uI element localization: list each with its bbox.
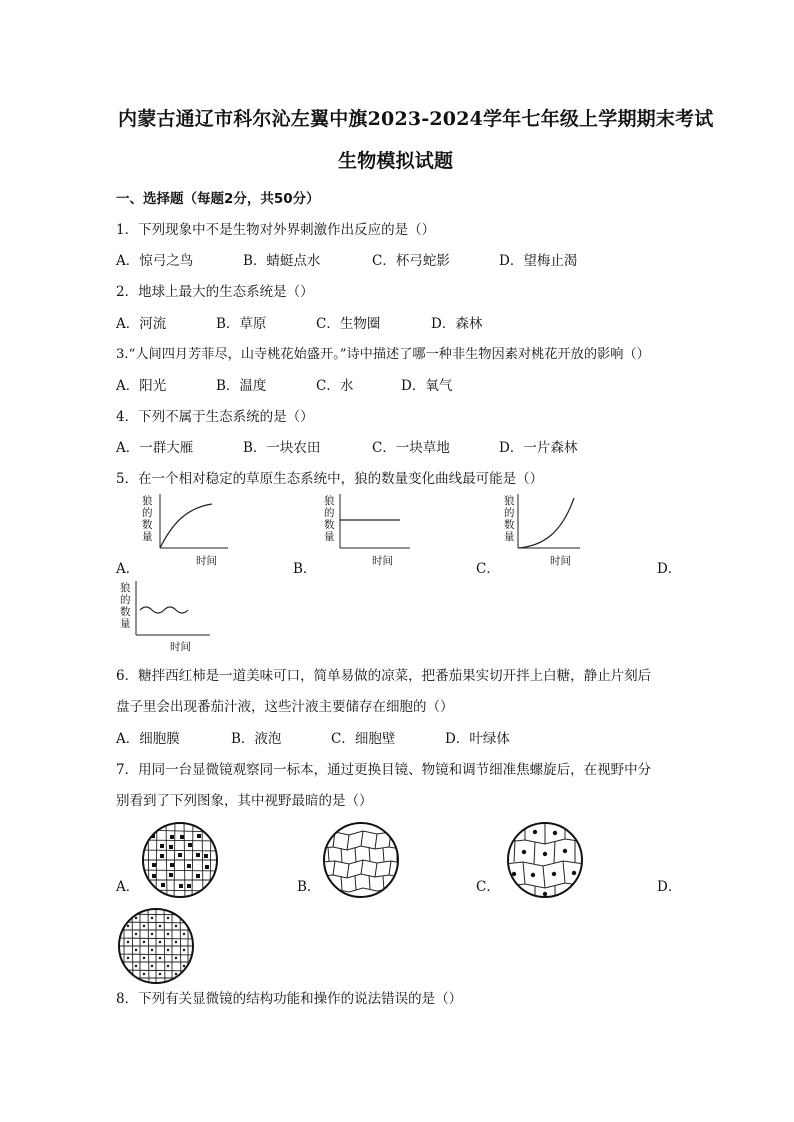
question-1-option-b: B．蜻蜓点水 [243, 253, 321, 269]
question-7-option-a: A． [116, 879, 140, 895]
question-6-stem-line-2: 盘子里会出现番茄汁液，这些汁液主要储存在细胞的（） [116, 699, 454, 715]
graph-d-xlabel: 时间 [170, 641, 191, 653]
question-5-option-d: D． [657, 561, 682, 577]
question-2-option-b: B．草原 [216, 316, 267, 332]
graph-d-ylabel-1: 狼 [120, 582, 131, 594]
question-6-option-d: D．叶绿体 [445, 731, 510, 747]
microscope-view-b [321, 820, 401, 900]
question-6-stem-line-1: 6．糖拌西红柿是一道美味可口，简单易做的凉菜，把番茄果实切开拌上白糖，静止片刻后 [116, 668, 652, 684]
graph-a-ylabel-2: 的 [142, 507, 153, 519]
graph-d [118, 577, 218, 657]
graph-a-xlabel: 时间 [196, 555, 217, 567]
question-8-stem: 8．下列有关显微镜的结构功能和操作的说法错误的是（） [116, 991, 463, 1007]
graph-b-ylabel-3: 数 [324, 519, 335, 531]
graph-b [320, 492, 420, 572]
graph-c-ylabel-4: 量 [504, 531, 515, 543]
graph-d-curve [140, 607, 188, 613]
question-5-option-a: A． [116, 561, 140, 577]
question-4-stem: 4．下列不属于生态系统的是（） [116, 409, 314, 425]
question-7-option-d: D． [657, 879, 682, 895]
question-7-stem-line-2: 别看到了下列图象，其中视野最暗的是（） [116, 793, 373, 809]
question-5-option-b: B． [293, 561, 317, 577]
graph-c-curve [518, 498, 574, 548]
microscope-view-c [505, 820, 585, 900]
graph-a-ylabel-3: 数 [142, 519, 153, 531]
question-7-stem-line-1: 7．用同一台显微镜观察同一标本，通过更换目镜、物镜和调节细准焦螺旋后，在视野中分 [116, 762, 652, 778]
question-2-option-c: C．生物圈 [316, 316, 381, 332]
question-6-option-a: A．细胞膜 [116, 731, 180, 747]
question-2-stem: 2．地球上最大的生态系统是（） [116, 284, 314, 300]
page-title-line-2: 生物模拟试题 [338, 150, 454, 172]
question-2-option-a: A．河流 [116, 316, 167, 332]
graph-c-ylabel-1: 狼 [504, 495, 515, 507]
graph-c-ylabel-2: 的 [504, 507, 515, 519]
question-1-option-c: C．杯弓蛇影 [372, 253, 450, 269]
question-4-option-c: C．一块草地 [372, 440, 450, 456]
graph-c-xlabel: 时间 [550, 555, 571, 567]
question-1-stem: 1．下列现象中不是生物对外界刺激作出反应的是（） [116, 222, 436, 238]
question-5-stem: 5．在一个相对稳定的草原生态系统中，狼的数量变化曲线最可能是（） [116, 471, 544, 487]
question-4-option-b: B．一块农田 [243, 440, 321, 456]
graph-b-xlabel: 时间 [372, 555, 393, 567]
question-7-option-c: C． [476, 879, 500, 895]
question-2-option-d: D．森林 [431, 316, 483, 332]
page-title-line-1: 内蒙古通辽市科尔沁左翼中旗2023-2024学年七年级上学期期末考试 [118, 108, 714, 130]
section-heading: 一、选择题（每题2分，共50分） [116, 191, 320, 207]
question-6-option-b: B．液泡 [231, 731, 282, 747]
question-3-option-d: D．氧气 [401, 378, 453, 394]
graph-b-ylabel-1: 狼 [324, 495, 335, 507]
question-1-option-a: A．惊弓之鸟 [116, 253, 194, 269]
question-3-option-b: B．温度 [216, 378, 267, 394]
graph-b-ylabel-4: 量 [324, 531, 335, 543]
microscope-view-d [116, 906, 196, 986]
microscope-view-a [140, 820, 220, 900]
question-5-option-c: C． [476, 561, 500, 577]
graph-a [138, 492, 238, 572]
question-4-option-a: A．一群大雁 [116, 440, 194, 456]
graph-c [500, 492, 600, 572]
question-4-option-d: D．一片森林 [499, 440, 578, 456]
graph-d-ylabel-2: 的 [120, 594, 131, 606]
question-6-option-c: C．细胞壁 [331, 731, 396, 747]
question-3-stem: 3.“人间四月芳菲尽，山寺桃花始盛开。”诗中描述了哪一种非生物因素对桃花开放的影响（） [116, 347, 650, 362]
graph-b-ylabel-2: 的 [324, 507, 335, 519]
question-7-option-b: B． [297, 879, 321, 895]
graph-c-ylabel-3: 数 [504, 519, 515, 531]
question-3-option-c: C．水 [316, 378, 354, 394]
question-3-option-a: A．阳光 [116, 378, 167, 394]
graph-a-ylabel-4: 量 [142, 531, 153, 543]
graph-a-curve [160, 504, 212, 548]
graph-a-ylabel-1: 狼 [142, 495, 153, 507]
graph-d-ylabel-3: 数 [120, 606, 131, 618]
question-1-option-d: D．望梅止渴 [499, 253, 578, 269]
graph-d-ylabel-4: 量 [120, 618, 131, 630]
